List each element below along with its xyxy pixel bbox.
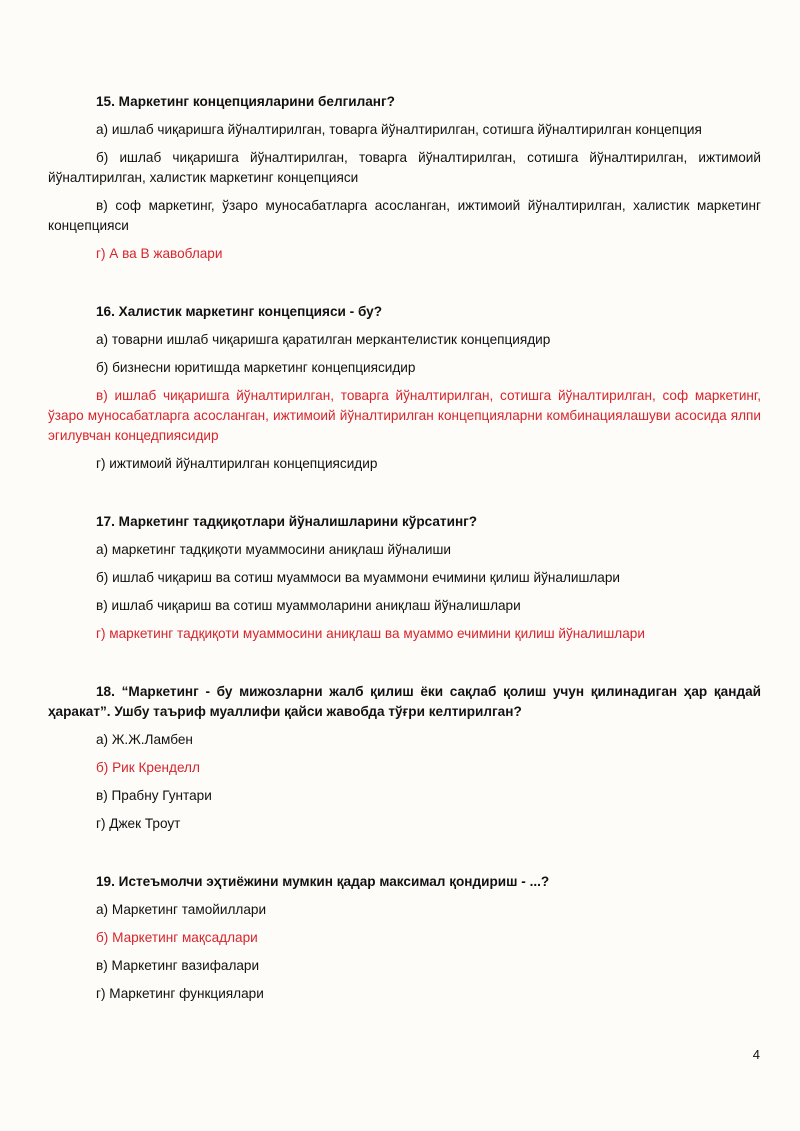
question-title: 18. “Маркетинг - бу мижозларни жалб қилиш ёки сақлаб қолиш учун қилинадиган ҳар қандай ҳаракат”. Ушбу таъриф муаллифи қайси жавобда тўғри келтирилган? bbox=[48, 684, 761, 719]
answer-option-d: г) маркетинг тадқиқоти муаммосини аниқлаш ва муаммо ечимини қилиш йўналишлари bbox=[96, 626, 645, 641]
answer-option-b: б) ишлаб чиқариш ва сотиш муаммоси ва муаммони ечимини қилиш йўналишлари bbox=[96, 570, 621, 585]
question-15 bbox=[48, 92, 761, 264]
question-title: 15. Маркетинг концепцияларини белгиланг? bbox=[96, 94, 395, 109]
question-title: 16. Халистик маркетинг концепцияси - бу? bbox=[96, 304, 383, 319]
answer-option-d: г) Маркетинг функциялари bbox=[96, 986, 264, 1001]
answer-option-b: б) бизнесни юритишда маркетинг концепциясидир bbox=[96, 360, 416, 375]
answer-option-a: а) маркетинг тадқиқоти муаммосини аниқлаш йўналиши bbox=[96, 542, 451, 557]
answer-option-d: г) ижтимоий йўналтирилган концепциясидир bbox=[96, 456, 378, 471]
answer-option-a: а) Ж.Ж.Ламбен bbox=[96, 732, 193, 747]
answer-option-a: а) Маркетинг тамойиллари bbox=[96, 902, 267, 917]
answer-option-b: б) Рик Кренделл bbox=[96, 760, 200, 775]
answer-option-b: б) Маркетинг мақсадлари bbox=[96, 930, 258, 945]
page-number: 4 bbox=[752, 1047, 760, 1062]
question-17 bbox=[48, 512, 761, 644]
question-19 bbox=[48, 872, 761, 1004]
answer-option-c: в) соф маркетинг, ўзаро муносабатларга асосланган, ижтимоий йўналтирилган, халистик маркетинг концепцияси bbox=[48, 198, 761, 233]
question-16 bbox=[48, 302, 761, 474]
answer-option-c: в) Маркетинг вазифалари bbox=[96, 958, 260, 973]
answer-option-d: г) Джек Троут bbox=[96, 816, 181, 831]
answer-option-a: а) товарни ишлаб чиқаришга қаратилган меркантелистик концепциядир bbox=[96, 332, 551, 347]
question-title: 19. Истеъмолчи эҳтиёжини мумкин қадар максимал қондириш - ...? bbox=[96, 874, 550, 889]
document-page bbox=[48, 92, 761, 1042]
answer-option-d: г) А ва В жавоблари bbox=[96, 246, 223, 261]
answer-option-a: а) ишлаб чиқаришга йўналтирилган, товарга йўналтирилган, сотишга йўналтирилган концепция bbox=[96, 122, 702, 137]
question-title: 17. Маркетинг тадқиқотлари йўналишларини кўрсатинг? bbox=[96, 514, 478, 529]
question-18 bbox=[48, 682, 761, 834]
answer-option-c: в) ишлаб чиқаришга йўналтирилган, товарга йўналтирилган, сотишга йўналтирилган, соф маркетинг, ўзаро муносабатларга асосланган, ижтимоий йўналтирилган концепцияларни комбинациялашуви асосида ялпи эгилувчан концедпиясидир bbox=[48, 388, 761, 443]
answer-option-c: в) ишлаб чиқариш ва сотиш муаммоларини аниқлаш йўналишлари bbox=[96, 598, 521, 613]
answer-option-c: в) Прабну Гунтари bbox=[96, 788, 212, 803]
answer-option-b: б) ишлаб чиқаришга йўналтирилган, товарга йўналтирилган, сотишга йўналтирилган, ижтимоий йўналтирилган, халистик маркетинг концепцияси bbox=[48, 150, 761, 185]
